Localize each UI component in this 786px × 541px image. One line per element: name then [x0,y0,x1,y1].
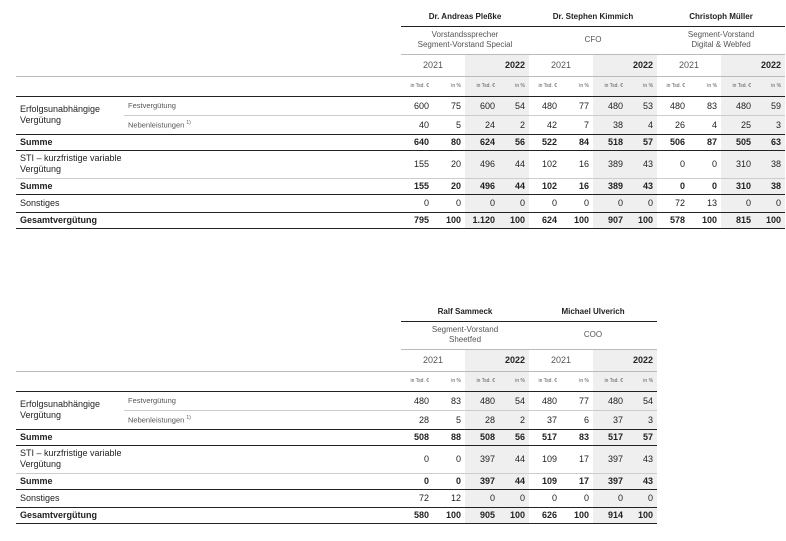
value-cell: 397 [465,445,499,473]
value-cell: 100 [561,507,593,523]
value-cell: 517 [593,429,627,445]
value-cell: 28 [465,410,499,429]
value-cell: 914 [593,507,627,523]
value-cell: 102 [529,150,561,178]
value-cell: 7 [561,115,593,134]
value-cell: 0 [627,489,657,507]
value-cell: 815 [721,212,755,228]
value-cell: 28 [401,410,433,429]
value-cell: 310 [721,150,755,178]
value-cell: 12 [433,489,465,507]
spacer [16,371,401,391]
value-cell: 24 [465,115,499,134]
label-nebenleistungen [124,410,401,429]
value-cell: 0 [465,489,499,507]
label-sti: STI – kurzfristige variable Vergütung [16,445,401,473]
value-cell: 57 [627,134,657,150]
row-festverguetung [16,96,785,115]
label-erfolgsunabhaengig: Erfolgsunabhängige Vergütung [16,96,124,134]
value-cell: 4 [627,115,657,134]
nebenleistungen-text: Nebenleistungen [128,120,185,130]
value-cell: 100 [755,212,785,228]
value-cell: 100 [499,212,529,228]
year-2021: 2021 [401,54,465,76]
value-cell: 109 [529,445,561,473]
value-cell: 77 [561,96,593,115]
value-cell: 480 [593,96,627,115]
unit-percent: in % [499,371,529,391]
compensation-table-1 [16,8,785,229]
row-summe [16,134,785,150]
value-cell: 77 [561,391,593,410]
value-cell: 72 [657,194,689,212]
value-cell: 0 [529,194,561,212]
person-name: Ralf Sammeck [401,303,529,321]
unit-tsd-eur: in Tsd. € [401,371,433,391]
value-cell: 40 [401,115,433,134]
value-cell: 100 [627,212,657,228]
value-cell: 75 [433,96,465,115]
unit-percent: in % [433,371,465,391]
row-nebenleistungen [16,115,785,134]
value-cell: 0 [499,489,529,507]
value-cell: 0 [561,489,593,507]
value-cell: 0 [401,473,433,489]
value-cell: 310 [721,178,755,194]
value-cell: 389 [593,150,627,178]
value-cell: 5 [433,410,465,429]
value-cell: 0 [529,489,561,507]
value-cell: 100 [627,507,657,523]
value-cell: 37 [529,410,561,429]
value-cell: 0 [433,445,465,473]
person-role [529,321,657,349]
value-cell: 0 [401,445,433,473]
value-cell: 578 [657,212,689,228]
value-cell: 54 [627,391,657,410]
person-role [401,321,529,349]
role-line-2: Digital & Webfed [691,40,751,49]
value-cell: 496 [465,178,499,194]
role-line-2: Sheetfed [448,335,482,344]
label-sonstiges: Sonstiges [16,489,401,507]
value-cell: 37 [593,410,627,429]
unit-percent: in % [561,371,593,391]
value-cell: 522 [529,134,561,150]
value-cell: 100 [689,212,721,228]
label-summe: Summe [16,473,401,489]
value-cell: 155 [401,150,433,178]
spacer [16,76,401,96]
unit-tsd-eur: in Tsd. € [657,76,689,96]
value-cell: 59 [755,96,785,115]
row-gesamtverguetung [16,212,785,228]
value-cell: 0 [721,194,755,212]
value-cell: 0 [657,178,689,194]
value-cell: 0 [657,150,689,178]
value-cell: 0 [593,489,627,507]
value-cell: 57 [627,429,657,445]
value-cell: 88 [433,429,465,445]
value-cell: 56 [499,134,529,150]
value-cell: 54 [499,96,529,115]
value-cell: 43 [627,473,657,489]
label-festverguetung: Festvergütung [124,391,401,410]
unit-tsd-eur: in Tsd. € [465,76,499,96]
label-gesamtverguetung: Gesamtvergütung [16,507,401,523]
value-cell: 100 [433,212,465,228]
value-cell: 4 [689,115,721,134]
value-cell: 1.120 [465,212,499,228]
value-cell: 0 [689,150,721,178]
spacer [16,321,401,349]
value-cell: 905 [465,507,499,523]
value-cell: 63 [755,134,785,150]
spacer [16,26,401,54]
value-cell: 83 [561,429,593,445]
unit-tsd-eur: in Tsd. € [721,76,755,96]
label-gesamtverguetung: Gesamtvergütung [16,212,401,228]
person-role [401,26,529,54]
year-2022: 2022 [593,54,657,76]
value-cell: 397 [593,445,627,473]
spacer [16,54,401,76]
year-2021: 2021 [529,349,593,371]
value-cell: 480 [529,96,561,115]
value-cell: 16 [561,150,593,178]
value-cell: 626 [529,507,561,523]
row-sti [16,150,785,178]
value-cell: 907 [593,212,627,228]
row-festverguetung [16,391,657,410]
value-cell: 13 [689,194,721,212]
row-summe [16,473,657,489]
unit-percent: in % [627,76,657,96]
unit-percent: in % [755,76,785,96]
label-nebenleistungen [124,115,401,134]
value-cell: 624 [465,134,499,150]
value-cell: 2 [499,410,529,429]
value-cell: 87 [689,134,721,150]
value-cell: 506 [657,134,689,150]
person-name: Michael Ulverich [529,303,657,321]
row-sonstiges [16,489,657,507]
value-cell: 20 [433,178,465,194]
unit-tsd-eur: in Tsd. € [401,76,433,96]
footnote-marker: 1) [186,414,191,421]
year-2021: 2021 [529,54,593,76]
value-cell: 72 [401,489,433,507]
person-name: Dr. Andreas Pleßke [401,8,529,26]
value-cell: 44 [499,178,529,194]
spacer [16,349,401,371]
label-sonstiges: Sonstiges [16,194,401,212]
value-cell: 44 [499,473,529,489]
spacer [16,303,401,321]
unit-tsd-eur: in Tsd. € [529,371,561,391]
year-2021: 2021 [401,349,465,371]
value-cell: 0 [561,194,593,212]
unit-percent: in % [561,76,593,96]
value-cell: 43 [627,150,657,178]
value-cell: 640 [401,134,433,150]
value-cell: 38 [593,115,627,134]
row-sti [16,445,657,473]
year-2022: 2022 [721,54,785,76]
role-line-1: Segment-Vorstand [431,325,499,334]
unit-percent: in % [433,76,465,96]
label-summe: Summe [16,134,401,150]
label-festverguetung: Festvergütung [124,96,401,115]
value-cell: 480 [465,391,499,410]
compensation-table-2 [16,303,657,524]
value-cell: 0 [627,194,657,212]
value-cell: 517 [529,429,561,445]
nebenleistungen-text: Nebenleistungen [128,415,185,425]
value-cell: 0 [465,194,499,212]
label-erfolgsunabhaengig: Erfolgsunabhängige Vergütung [16,391,124,429]
value-cell: 42 [529,115,561,134]
footnote-marker: 1) [186,119,191,126]
value-cell: 155 [401,178,433,194]
value-cell: 480 [401,391,433,410]
row-gesamtverguetung [16,507,657,523]
value-cell: 600 [465,96,499,115]
value-cell: 53 [627,96,657,115]
value-cell: 480 [721,96,755,115]
value-cell: 508 [465,429,499,445]
value-cell: 80 [433,134,465,150]
row-sonstiges [16,194,785,212]
year-2022: 2022 [465,349,529,371]
value-cell: 56 [499,429,529,445]
value-cell: 480 [529,391,561,410]
label-summe: Summe [16,178,401,194]
value-cell: 17 [561,473,593,489]
value-cell: 38 [755,178,785,194]
value-cell: 5 [433,115,465,134]
label-summe: Summe [16,429,401,445]
role-line-1: COO [583,330,603,339]
value-cell: 518 [593,134,627,150]
row-summe [16,178,785,194]
value-cell: 0 [755,194,785,212]
value-cell: 397 [593,473,627,489]
role-line-1: Segment-Vorstand [687,30,755,39]
value-cell: 389 [593,178,627,194]
unit-percent: in % [689,76,721,96]
value-cell: 3 [755,115,785,134]
value-cell: 600 [401,96,433,115]
value-cell: 480 [593,391,627,410]
value-cell: 83 [689,96,721,115]
role-line-2: Segment-Vorstand Special [417,40,513,49]
value-cell: 397 [465,473,499,489]
value-cell: 496 [465,150,499,178]
value-cell: 0 [401,194,433,212]
value-cell: 43 [627,178,657,194]
value-cell: 2 [499,115,529,134]
label-sti: STI – kurzfristige variable Vergütung [16,150,401,178]
value-cell: 0 [433,194,465,212]
value-cell: 624 [529,212,561,228]
unit-percent: in % [627,371,657,391]
unit-tsd-eur: in Tsd. € [593,371,627,391]
value-cell: 795 [401,212,433,228]
value-cell: 0 [499,194,529,212]
unit-tsd-eur: in Tsd. € [593,76,627,96]
spacer [16,8,401,26]
value-cell: 20 [433,150,465,178]
value-cell: 0 [433,473,465,489]
role-line-1: Vorstandssprecher [431,30,499,39]
year-2021: 2021 [657,54,721,76]
value-cell: 100 [561,212,593,228]
person-name: Christoph Müller [657,8,785,26]
value-cell: 44 [499,150,529,178]
value-cell: 100 [433,507,465,523]
value-cell: 508 [401,429,433,445]
value-cell: 17 [561,445,593,473]
row-summe [16,429,657,445]
value-cell: 25 [721,115,755,134]
value-cell: 16 [561,178,593,194]
value-cell: 83 [433,391,465,410]
person-name: Dr. Stephen Kimmich [529,8,657,26]
value-cell: 44 [499,445,529,473]
value-cell: 109 [529,473,561,489]
value-cell: 0 [689,178,721,194]
unit-tsd-eur: in Tsd. € [529,76,561,96]
year-2022: 2022 [593,349,657,371]
unit-tsd-eur: in Tsd. € [465,371,499,391]
value-cell: 26 [657,115,689,134]
value-cell: 0 [593,194,627,212]
value-cell: 480 [657,96,689,115]
person-role [529,26,657,54]
value-cell: 3 [627,410,657,429]
value-cell: 580 [401,507,433,523]
year-2022: 2022 [465,54,529,76]
value-cell: 100 [499,507,529,523]
unit-percent: in % [499,76,529,96]
value-cell: 102 [529,178,561,194]
value-cell: 54 [499,391,529,410]
value-cell: 505 [721,134,755,150]
person-role [657,26,785,54]
value-cell: 84 [561,134,593,150]
value-cell: 43 [627,445,657,473]
value-cell: 38 [755,150,785,178]
role-line-1: CFO [584,35,602,44]
value-cell: 6 [561,410,593,429]
